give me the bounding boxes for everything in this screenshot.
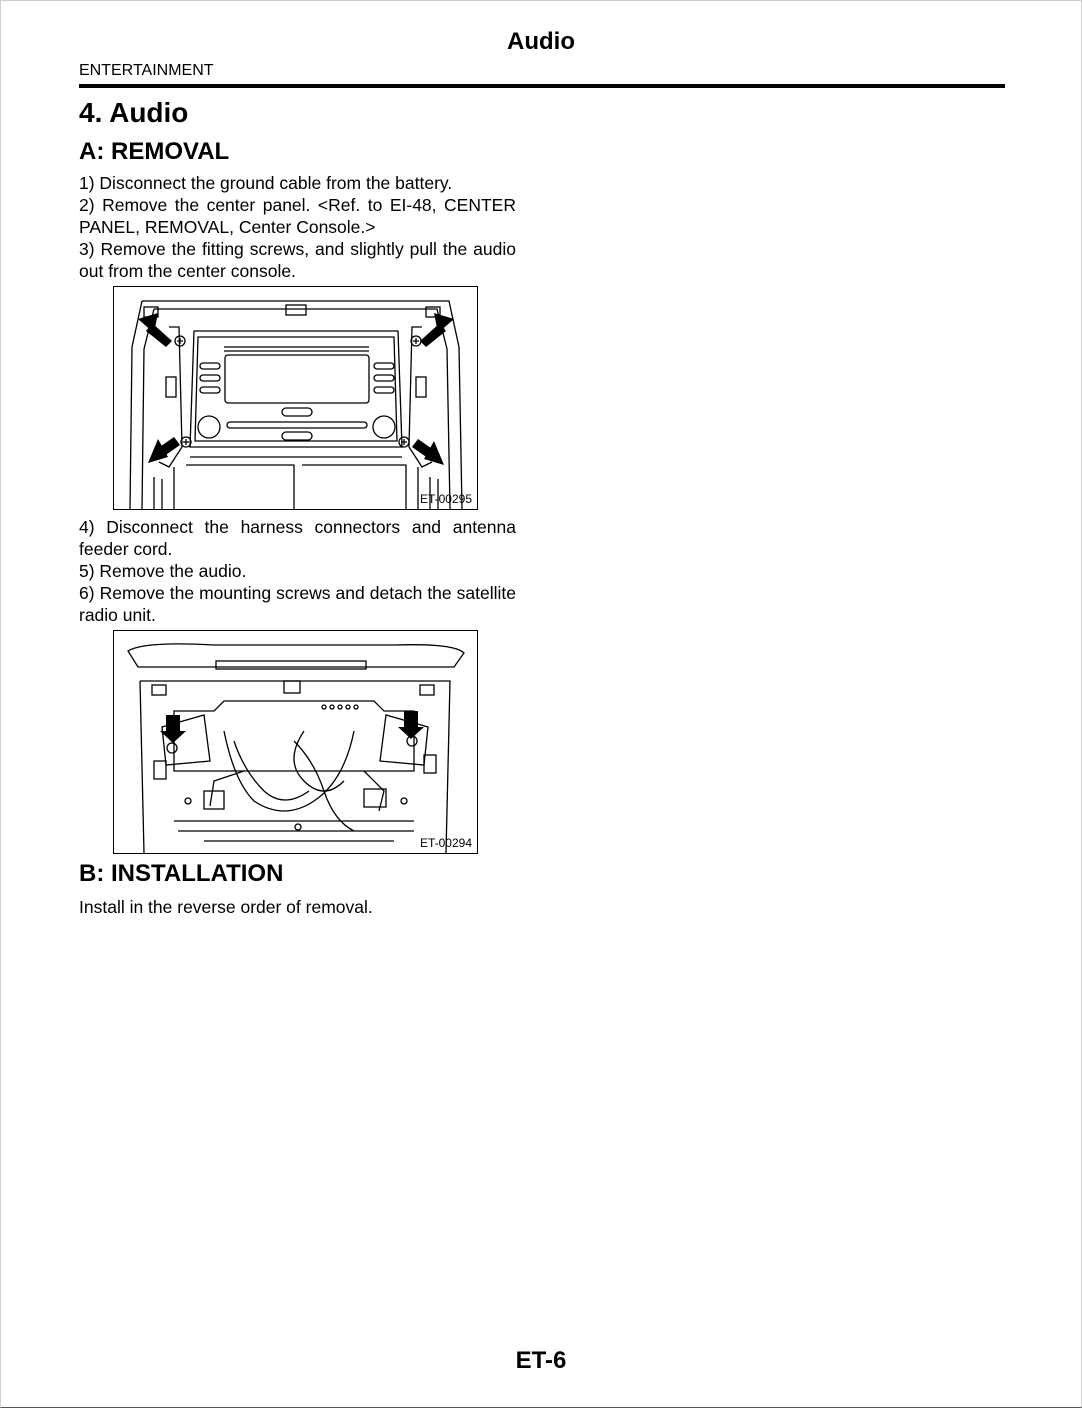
removal-steps-1 (79, 172, 516, 282)
step-2: 2) Remove the center panel. <Ref. to EI-48, CENTER PANEL, REMOVAL, Center Console.> (79, 195, 516, 237)
installation-instruction: Install in the reverse order of removal. (79, 897, 373, 917)
step-3: 3) Remove the fitting screws, and slightly pull the audio out from the center console. (79, 239, 516, 281)
figure-audio-removal (113, 286, 478, 510)
section-label: ENTERTAINMENT (79, 62, 214, 79)
removal-heading: A: REMOVAL (79, 138, 230, 165)
removal-steps-2 (79, 516, 516, 626)
installation-heading: B: INSTALLATION (79, 860, 284, 887)
step-6: 6) Remove the mounting screws and detach the satellite radio unit. (79, 583, 516, 625)
step-1: 1) Disconnect the ground cable from the battery. (79, 173, 453, 193)
audio-unit-illustration (114, 287, 477, 509)
figure-code: ET-00294 (419, 836, 472, 850)
running-title: Audio (507, 28, 575, 55)
figure-satellite-radio (113, 630, 478, 854)
page-title: 4. Audio (79, 97, 189, 128)
figure-code: ET-00295 (419, 492, 472, 506)
step-5: 5) Remove the audio. (79, 561, 247, 581)
step-4: 4) Disconnect the harness connectors and antenna feeder cord. (79, 517, 516, 559)
satellite-radio-illustration (114, 631, 477, 853)
page-number: ET-6 (515, 1347, 567, 1374)
installation-text (79, 896, 516, 918)
header-rule (79, 84, 1005, 88)
